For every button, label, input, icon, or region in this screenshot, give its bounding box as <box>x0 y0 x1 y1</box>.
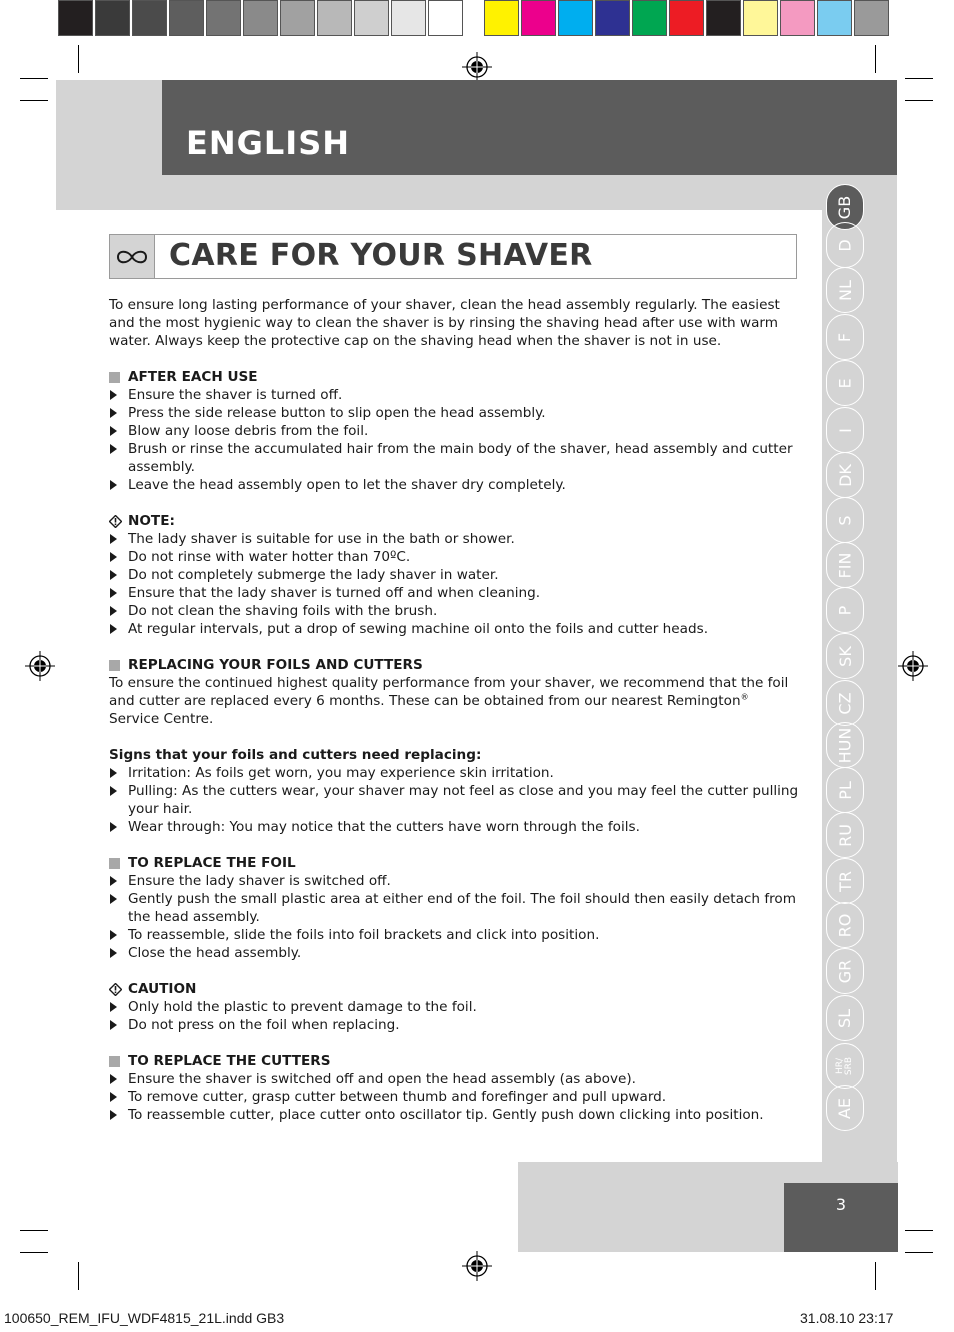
square-bullet-icon <box>109 1056 120 1067</box>
registration-mark-icon <box>25 651 55 681</box>
language-tab-label: FIN <box>835 552 855 578</box>
language-tab-label: AE <box>835 1097 855 1119</box>
color-swatch <box>206 0 241 36</box>
warning-icon <box>109 983 122 996</box>
language-tab-label: GB <box>835 195 855 219</box>
list-item: Pulling: As the cutters wear, your shaver may not feel as close and you may feel the cutter pulling your hair. <box>109 782 799 818</box>
color-calibration-bar <box>58 0 465 38</box>
square-bullet-icon <box>109 660 120 671</box>
list-item: Wear through: You may notice that the cutters have worn through the foils. <box>109 818 799 836</box>
language-tab-p[interactable] <box>826 587 864 633</box>
crop-mark <box>905 1252 933 1253</box>
section-heading <box>109 656 799 674</box>
list-item: Irritation: As foils get worn, you may experience skin irritation. <box>109 764 799 782</box>
language-tab-s[interactable] <box>826 497 864 543</box>
section-heading <box>109 854 799 872</box>
caution-heading <box>109 980 799 998</box>
list-item: To reassemble cutter, place cutter onto oscillator tip. Gently push down clicking into position. <box>109 1106 799 1124</box>
warning-icon <box>109 515 122 528</box>
crop-mark <box>78 1262 79 1290</box>
list-item: Gently push the small plastic area at either end of the foil. The foil should then easily detach from the head assembly. <box>109 890 799 926</box>
list-item: To remove cutter, grasp cutter between thumb and forefinger and pull upward. <box>109 1088 799 1106</box>
heading-text: REPLACING YOUR FOILS AND CUTTERS <box>128 657 423 673</box>
language-tab-label: HUN <box>835 727 855 763</box>
care-icon-box <box>109 234 155 279</box>
registration-mark-icon <box>898 651 928 681</box>
signs-list <box>109 764 799 836</box>
after-each-use-list <box>109 386 799 494</box>
square-bullet-icon <box>109 858 120 869</box>
language-tab-sl[interactable] <box>826 995 864 1041</box>
list-item: Do not rinse with water hotter than 70ºC. <box>109 548 799 566</box>
color-swatch <box>706 0 741 36</box>
heading-text: NOTE: <box>128 513 175 529</box>
list-item: Ensure that the lady shaver is turned off and when cleaning. <box>109 584 799 602</box>
registration-mark-icon <box>462 52 492 82</box>
color-swatch <box>58 0 93 36</box>
registered-mark: ® <box>740 692 749 702</box>
color-swatch <box>558 0 593 36</box>
language-tab-label: PL <box>835 780 855 800</box>
content <box>109 296 799 1142</box>
language-tab-label: NL <box>835 279 855 301</box>
color-swatch <box>169 0 204 36</box>
paragraph-text: Service Centre. <box>109 711 214 727</box>
heading-text: CAUTION <box>128 981 197 997</box>
language-tab-label: I <box>835 427 855 433</box>
language-tab-label: GR <box>835 959 855 983</box>
color-swatch <box>669 0 704 36</box>
note-heading <box>109 512 799 530</box>
replace-cutters-list <box>109 1070 799 1124</box>
color-swatch <box>743 0 778 36</box>
crop-mark <box>20 1230 48 1231</box>
language-tab-ro[interactable] <box>826 902 864 948</box>
list-item: Only hold the plastic to prevent damage to the foil. <box>109 998 799 1016</box>
language-tab-i[interactable] <box>826 407 864 453</box>
signs-heading: Signs that your foils and cutters need replacing: <box>109 747 482 763</box>
crop-mark <box>20 1252 48 1253</box>
language-tab-ae[interactable] <box>826 1085 864 1131</box>
language-tab-label: CZ <box>835 691 855 715</box>
crop-mark <box>20 78 48 79</box>
language-tab-label: P <box>835 605 855 615</box>
paragraph-text: To ensure the continued highest quality performance from your shaver, we recommend that the foil and cutter are replaced every 6 months. These can be obtained from our nearest Remington <box>109 675 789 709</box>
crop-mark <box>905 1230 933 1231</box>
language-tab-gr[interactable] <box>826 948 864 994</box>
intro-paragraph: To ensure long lasting performance of your shaver, clean the head assembly regularly. The easiest and the most hygienic way to clean the shaver is by rinsing the shaving head after use with warm water. Always keep the protective cap on the shaving head when the shaver is not in use. <box>109 297 780 349</box>
color-swatch <box>317 0 352 36</box>
page-title: ENGLISH <box>186 124 351 162</box>
language-tab-hr-srb[interactable] <box>826 1043 864 1089</box>
language-tab-e[interactable] <box>826 360 864 406</box>
crop-mark <box>20 100 48 101</box>
page-number: 3 <box>835 1195 847 1214</box>
language-tab-label: D <box>835 238 855 252</box>
crop-mark <box>905 100 933 101</box>
color-swatch <box>595 0 630 36</box>
color-swatch <box>780 0 815 36</box>
language-tab-label: E <box>835 377 855 389</box>
heading-text: TO REPLACE THE CUTTERS <box>128 1053 331 1069</box>
section-heading <box>109 1052 799 1070</box>
language-tab-label: TR <box>835 870 855 892</box>
language-tab-f[interactable] <box>826 314 864 360</box>
infinity-icon <box>115 248 149 266</box>
crop-mark <box>875 1262 876 1290</box>
note-list <box>109 530 799 638</box>
language-tab-d[interactable] <box>826 222 864 268</box>
list-item: Brush or rinse the accumulated hair from the main body of the shaver, head assembly and cutter assembly. <box>109 440 799 476</box>
color-swatch <box>854 0 889 36</box>
language-tab-hun[interactable] <box>826 722 864 768</box>
language-tab-ru[interactable] <box>826 812 864 858</box>
color-swatch <box>95 0 130 36</box>
caution-list <box>109 998 799 1034</box>
color-swatch <box>484 0 519 36</box>
replacing-paragraph <box>109 674 799 728</box>
list-item: Do not completely submerge the lady shaver in water. <box>109 566 799 584</box>
crop-mark <box>875 45 876 73</box>
color-swatch <box>354 0 389 36</box>
color-swatch <box>817 0 852 36</box>
language-tab-sk[interactable] <box>826 633 864 679</box>
list-item: Press the side release button to slip open the head assembly. <box>109 404 799 422</box>
language-tab-label: SK <box>835 645 855 667</box>
crop-mark <box>78 45 79 73</box>
color-calibration-bar <box>484 0 891 38</box>
language-tab-label: S <box>835 514 855 526</box>
heading-text: TO REPLACE THE FOIL <box>128 855 296 871</box>
list-item: Close the head assembly. <box>109 944 799 962</box>
color-swatch <box>632 0 667 36</box>
language-tab-label: RU <box>835 823 855 847</box>
list-item: Ensure the shaver is switched off and open the head assembly (as above). <box>109 1070 799 1088</box>
replace-foil-list <box>109 872 799 962</box>
date-slug: 31.08.10 23:17 <box>800 1310 894 1326</box>
file-slug: 100650_REM_IFU_WDF4815_21L.indd GB3 <box>4 1310 285 1326</box>
list-item: Leave the head assembly open to let the shaver dry completely. <box>109 476 799 494</box>
registration-mark-icon <box>462 1251 492 1281</box>
language-tab-label: SL <box>835 1008 855 1028</box>
color-swatch <box>132 0 167 36</box>
color-swatch <box>391 0 426 36</box>
list-item: To reassemble, slide the foils into foil brackets and click into position. <box>109 926 799 944</box>
language-tab-pl[interactable] <box>826 767 864 813</box>
crop-mark <box>905 78 933 79</box>
page-number-box <box>784 1183 898 1252</box>
list-item: The lady shaver is suitable for use in the bath or shower. <box>109 530 799 548</box>
list-item: At regular intervals, put a drop of sewing machine oil onto the foils and cutter heads. <box>109 620 799 638</box>
section-title: CARE FOR YOUR SHAVER <box>169 238 593 273</box>
square-bullet-icon <box>109 372 120 383</box>
language-tab-fin[interactable] <box>826 542 864 588</box>
language-tab-label: HR/ SRB <box>834 1056 854 1076</box>
language-tab-cz[interactable] <box>826 680 864 726</box>
list-item: Blow any loose debris from the foil. <box>109 422 799 440</box>
language-tab-tr[interactable] <box>826 858 864 904</box>
language-tab-label: F <box>835 332 855 342</box>
list-item: Do not press on the foil when replacing. <box>109 1016 799 1034</box>
language-tab-label: RO <box>835 913 855 937</box>
language-tab-nl[interactable] <box>826 267 864 313</box>
list-item: Ensure the shaver is turned off. <box>109 386 799 404</box>
section-heading <box>109 368 799 386</box>
list-item: Ensure the lady shaver is switched off. <box>109 872 799 890</box>
color-swatch <box>521 0 556 36</box>
language-tab-label: DK <box>835 463 855 487</box>
color-swatch <box>280 0 315 36</box>
language-tab-dk[interactable] <box>826 452 864 498</box>
heading-text: AFTER EACH USE <box>128 369 258 385</box>
list-item: Do not clean the shaving foils with the brush. <box>109 602 799 620</box>
color-swatch <box>243 0 278 36</box>
color-swatch <box>428 0 463 36</box>
